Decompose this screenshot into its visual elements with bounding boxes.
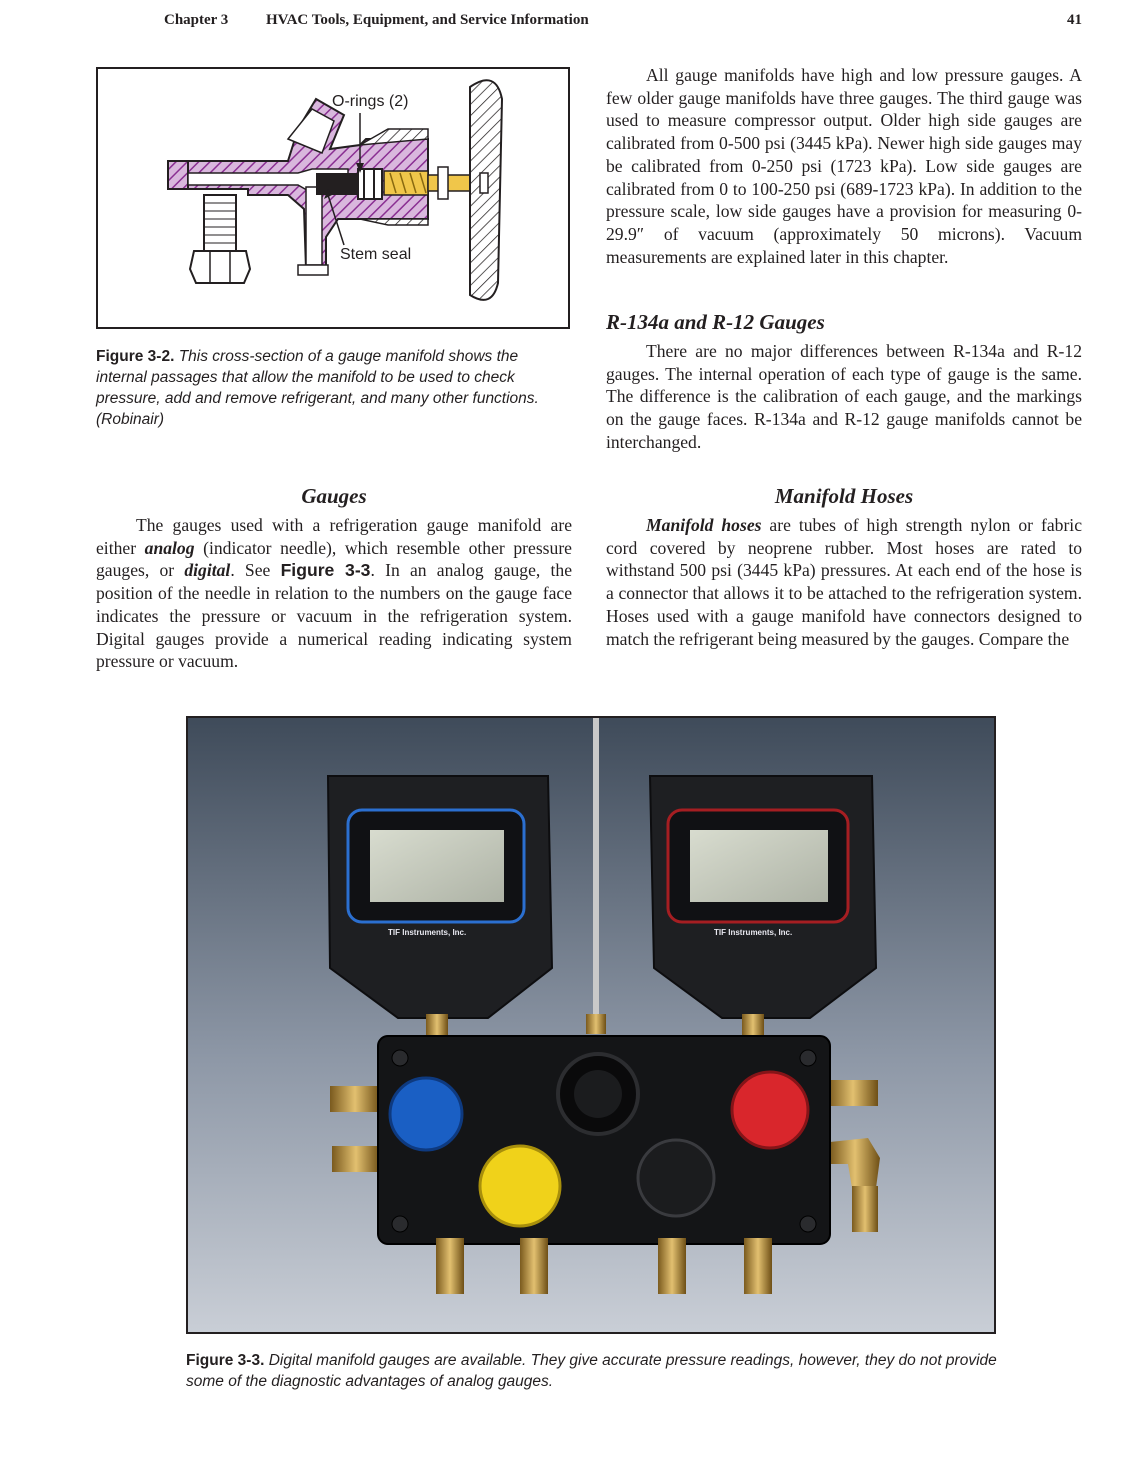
gauges-text-4: . In an analog gauge, the position of the needle in relation to the numbers on the gauge face indicates the pressure or vacuum in the refrigeration system. Digital gauges provide a numerical reading indicating system pressure or vacuum. <box>96 560 573 672</box>
figure-3-2-ref: Figure 3-2. <box>96 348 175 365</box>
gauges-text-3: . See <box>230 560 281 581</box>
hoses-paragraph-block <box>606 514 1082 650</box>
figure-3-2-text: This cross-section of a gauge manifold shows the internal passages that allow the manifold to be used to check pressure, add and remove refrigerant, and many other functions. (Robinair) <box>96 348 539 428</box>
figure-3-3-photo <box>186 716 996 1334</box>
r134-paragraph-block <box>606 340 1082 454</box>
gauges-text-2: (indicator needle), which resemble other pressure gauges, or <box>96 537 572 581</box>
right-gauge-brand-label: TIF Instruments, Inc. <box>714 928 793 937</box>
bottom-fitting-3 <box>658 1238 686 1294</box>
figure-3-3-text: Digital manifold gauges are available. They give accurate pressure readings, however, they do not provide some of the diagnostic advantages of analog gauges. <box>186 1352 997 1390</box>
r134-paragraph: There are no major differences between R-134a and R-12 gauges. The internal operation of each type of gauge is the same. The difference is the calibration of each gauge, and the markings on the gauge faces. R-134a and R-12 gauge manifolds cannot be interchanged. <box>606 341 1082 452</box>
header-title: HVAC Tools, Equipment, and Service Information <box>266 12 589 28</box>
heading-manifold-hoses: Manifold Hoses <box>774 484 914 508</box>
heading-gauges: Gauges <box>301 484 367 508</box>
figure-3-3-ref-link: Figure 3-3 <box>280 560 371 581</box>
digital-manifold-illustration <box>188 718 994 1332</box>
intro-paragraph: All gauge manifolds have high and low pressure gauges. A few older gauge manifolds have three gauges. The third gauge was used to measure compressor output. Older high side gauges are calibrated from 0-500 psi (3445 kPa). Newer high side gauges may be calibrated from 0-250 psi (1723 kPa). Low side gauges are calibrated from 0 to 100-250 psi (689-1723 kPa). In addition to the pressure scale, low side gauges have a provision for measuring 0-29.9″ of vacuum (approximately 50 microns). Vacuum measurements are explained later in this chapter. <box>606 65 1082 267</box>
hoses-paragraph <box>606 514 1082 650</box>
hoses-text: are tubes of high strength nylon or fabric cord covered by neoprene rubber. Most hoses are rated to withstand 500 psi (3445 kPa) pressures. At each end of the hose is a connector that allows it to be attached to the refrigeration system. Hoses used with a gauge manifold have connectors designed to match the refrigerant being measured by the gauges. Compare the <box>606 515 1083 649</box>
gauges-text-1: The gauges used with a refrigeration gauge manifold are either <box>96 515 572 558</box>
figure-3-2-diagram <box>96 67 570 329</box>
header-chapter: Chapter 3 <box>164 12 229 28</box>
page-number: 41 <box>1067 12 1082 28</box>
term-digital: digital <box>184 560 231 581</box>
figure-3-3-caption <box>186 1350 1006 1392</box>
left-upper-fitting <box>330 1086 380 1112</box>
left-lower-fitting <box>332 1146 380 1172</box>
blue-valve-cap <box>390 1078 462 1150</box>
label-stem-seal: Stem seal <box>340 246 412 263</box>
bottom-fitting-2 <box>520 1238 548 1294</box>
intro-paragraph-block <box>606 64 1082 268</box>
figure-3-2-caption <box>96 346 572 430</box>
gauges-paragraph <box>96 514 572 673</box>
term-manifold-hoses: Manifold hoses <box>646 515 762 535</box>
left-lcd-display <box>370 830 504 902</box>
heading-r134a-r12-gauges: R-134a and R-12 Gauges <box>606 310 825 334</box>
black-valve-cap <box>638 1140 714 1216</box>
left-gauge-brand-label: TIF Instruments, Inc. <box>388 928 467 937</box>
bottom-fitting-4 <box>744 1238 772 1294</box>
gauges-paragraph-block <box>96 514 572 673</box>
red-valve-cap <box>732 1072 808 1148</box>
bottom-fitting-1 <box>436 1238 464 1294</box>
label-o-rings: O-rings (2) <box>332 93 409 110</box>
yellow-valve-cap <box>480 1146 560 1226</box>
right-upper-fitting <box>828 1080 878 1106</box>
figure-3-3-ref: Figure 3-3. <box>186 1352 265 1369</box>
term-analog: analog <box>144 537 195 558</box>
right-lcd-display <box>690 830 828 902</box>
